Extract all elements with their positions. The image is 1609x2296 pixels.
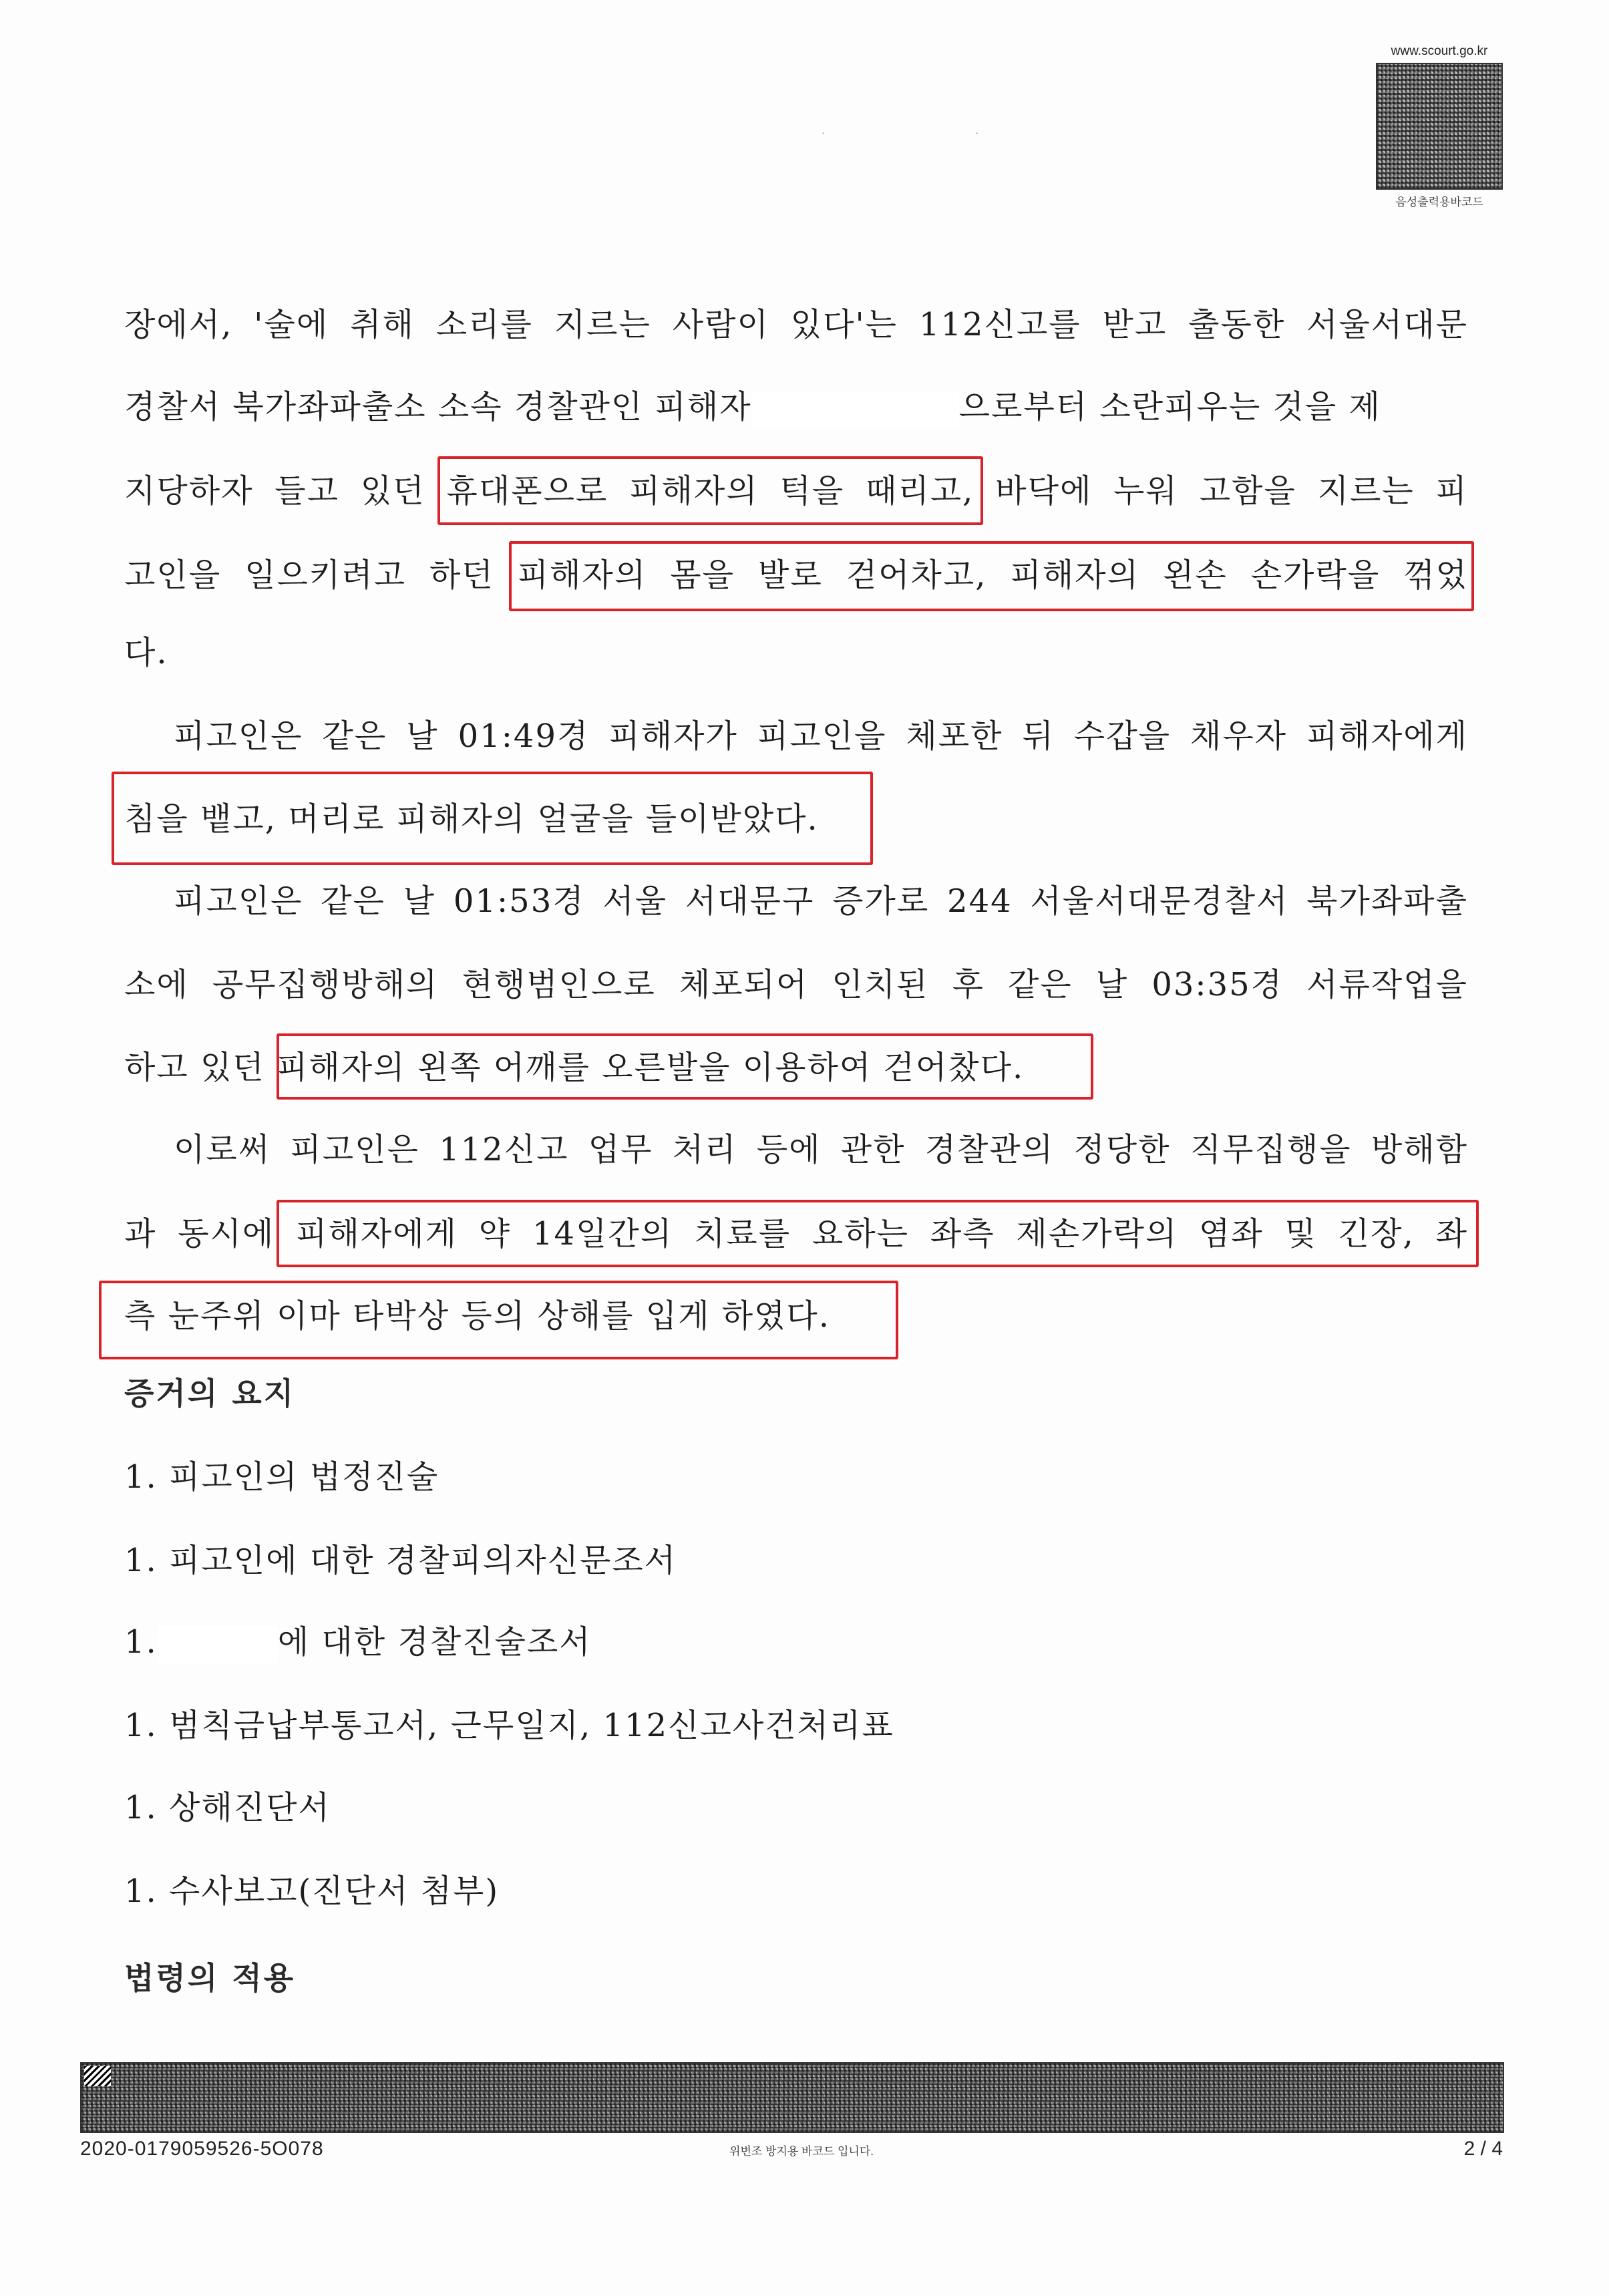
evidence-item-1: 1. 피고인의 법정진술: [124, 1458, 439, 1496]
body-line-4: 고인을 일으키려고 하던 피해자의 몸을 발로 걷어차고, 피해자의 왼손 손가락을 꺾었: [124, 556, 1468, 594]
qr-barcode-icon: [1376, 63, 1503, 190]
evidence-item-4: 1. 범칙금납부통고서, 근무일지, 112신고사건처리표: [124, 1707, 894, 1744]
highlight-box-6: [99, 1281, 898, 1359]
evidence-item-3-number: 1.: [124, 1623, 158, 1661]
audio-barcode-block: [1373, 44, 1506, 209]
body-line-7: 침을 뱉고, 머리로 피해자의 얼굴을 들이받았다.: [124, 800, 819, 838]
barcode-note: 위변조 방지용 바코드 입니다.: [729, 2145, 874, 2158]
body-line-5: 다.: [124, 634, 168, 671]
evidence-item-3-text: 에 대한 경찰진술조서: [277, 1623, 592, 1661]
law-heading: 법령의 적용: [124, 1960, 296, 1996]
body-line-11: 이로써 피고인은 112신고 업무 처리 등에 관한 경찰관의 정당한 직무집행을 방해함: [174, 1131, 1468, 1168]
body-line-2-start: 경찰서 북가좌파출소 소속 경찰관인 피해자: [124, 388, 752, 426]
body-line-1: 장에서, '술에 취해 소리를 지르는 사람이 있다'는 112신고를 받고 출동한 서울서대문: [124, 306, 1468, 343]
body-line-2: [124, 386, 1468, 428]
barcode-caption: 음성출력용바코드: [1395, 196, 1483, 208]
redaction-box-2: [158, 1626, 278, 1663]
evidence-item-5: 1. 상해진단서: [124, 1789, 331, 1826]
body-line-8: 피고인은 같은 날 01:53경 서울 서대문구 증가로 244 서울서대문경찰서 북가좌파출: [174, 882, 1468, 920]
evidence-heading: 증거의 요지: [124, 1375, 296, 1412]
highlight-box-5: [277, 1200, 1479, 1267]
scan-specks: · ·: [822, 127, 1053, 140]
evidence-item-2: 1. 피고인에 대한 경찰피의자신문조서: [124, 1542, 677, 1579]
highlight-box-2: [509, 541, 1474, 611]
document-id: 2020-0179059526-5O078: [80, 2138, 324, 2160]
redaction-box: [752, 391, 959, 428]
body-line-9: 소에 공무집행방해의 현행범인으로 체포되어 인치된 후 같은 날 03:35경 서류작업을: [124, 966, 1468, 1003]
body-line-10: 하고 있던 피해자의 왼쪽 어깨를 오른발을 이용하여 걷어찼다.: [124, 1049, 1025, 1086]
page-number: 2 / 4: [1463, 2138, 1503, 2160]
body-line-12: 과 동시에 피해자에게 약 14일간의 치료를 요하는 좌측 제손가락의 염좌 및 긴장, 좌: [124, 1215, 1468, 1253]
body-line-3: 지당하자 들고 있던 휴대폰으로 피해자의 턱을 때리고, 바닥에 누워 고함을 지르는 피: [124, 472, 1468, 510]
highlight-box-4: [277, 1033, 1093, 1100]
evidence-item-6: 1. 수사보고(진단서 첨부): [124, 1872, 500, 1910]
highlight-box-3: [112, 772, 873, 865]
body-line-6: 피고인은 같은 날 01:49경 피해자가 피고인을 체포한 뒤 수갑을 채우자 피해자에게: [174, 717, 1468, 755]
highlight-box-1: [437, 456, 983, 525]
anti-forgery-barcode-icon: [80, 2062, 1504, 2133]
barcode-corner-mark: [84, 2066, 111, 2086]
evidence-item-3: [124, 1621, 1468, 1663]
body-line-2-end: 으로부터 소란피우는 것을 제: [958, 388, 1381, 426]
body-line-13: 측 눈주위 이마 타박상 등의 상해를 입게 하였다.: [124, 1297, 831, 1335]
barcode-url: www.scourt.go.kr: [1391, 44, 1488, 58]
